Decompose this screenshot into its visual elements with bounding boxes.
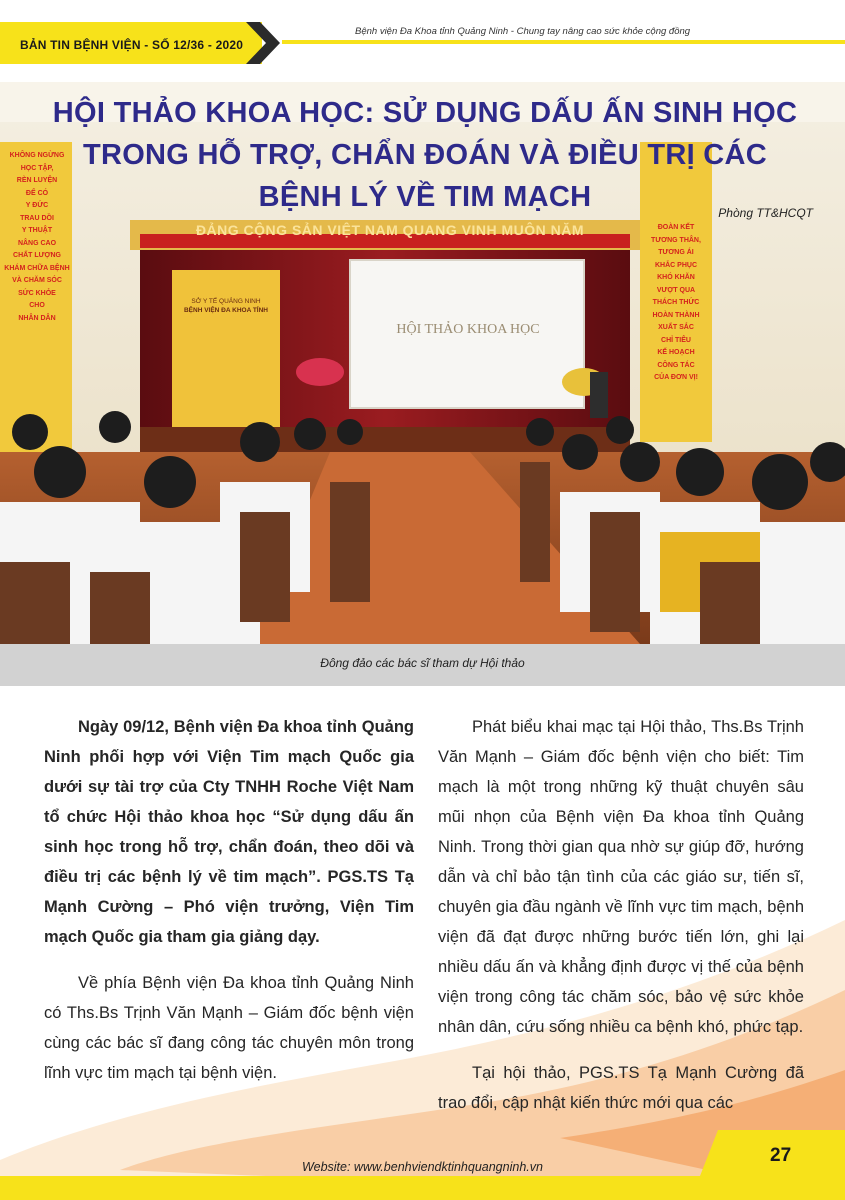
photo-board-line2: BỆNH VIỆN ĐA KHOA TỈNH — [183, 307, 269, 314]
title-line: TRONG HỖ TRỢ, CHẨN ĐOÁN VÀ ĐIỀU TRỊ CÁC — [82, 139, 768, 171]
article-title — [30, 92, 820, 218]
photo-caption: Đông đảo các bác sĩ tham dự Hội thảo — [320, 656, 525, 670]
article-paragraph: Về phía Bệnh viện Đa khoa tỉnh Quảng Ninh có Ths.Bs Trịnh Văn Mạnh – Giám đốc bệnh viện cùng các bác sĩ đang công tác chuyên môn trong lĩnh vực tim mạch tại bệnh viện. — [44, 974, 414, 1082]
article-paragraph: Tại hội thảo, PGS.TS Tạ Mạnh Cường đã trao đổi, cập nhật kiến thức mới qua các — [438, 1064, 804, 1112]
photo-screen-title: HỘI THẢO KHOA HỌC — [396, 322, 540, 337]
article-paragraph: Phát biểu khai mạc tại Hội thảo, Ths.Bs Trịnh Văn Mạnh – Giám đốc bệnh viện cho biết: Tim mạch là một trong những kỹ thuật chuyên sâu mũi nhọn của Bệnh viện Đa khoa tỉnh Quảng Ninh. Trong thời gian qua nhờ sự giúp đỡ, hướng dẫn và chỉ bảo tận tình của các giáo sư, tiến sĩ, chuyên gia đầu ngành về lĩnh vực tim mạch, bệnh viện đã đạt được những bước tiến lớn, ghi lại nhiều dấu ấn và khẳng định được vị thế của bệnh viện trong công tác chăm sóc, bảo vệ sức khỏe nhân dân, cứu sống nhiều ca bệnh khó, phức tạp. — [438, 718, 804, 1036]
title-line: HỘI THẢO KHOA HỌC: SỬ DỤNG DẤU ẤN SINH HỌC — [52, 97, 798, 129]
bulletin-label: BẢN TIN BỆNH VIỆN - SỐ 12/36 - 2020 — [20, 38, 244, 52]
photo-left-pillar-slogan: KHÔNG NGỪNG HỌC TẬP, RÈN LUYỆN ĐỂ CÓ Y ĐỨC TRAU DỒI Y THUẬT NÂNG CAO CHẤT LƯỢNG KHÁM CHỮA BỆNH VÀ CHĂM SÓC SỨC KHỎE CHO NHÂN DÂN — [4, 152, 70, 322]
title-line: BỆNH LÝ VỀ TIM MẠCH — [258, 181, 592, 213]
article-column-left — [44, 712, 414, 1104]
article-paragraph: Ngày 09/12, Bệnh viện Đa khoa tỉnh Quảng Ninh phối hợp với Viện Tim mạch Quốc gia dưới sự tài trợ của Cty TNHH Roche Việt Nam tổ chức Hội thảo khoa học “Sử dụng dấu ấn sinh học trong hỗ trợ, chẩn đoán, theo dõi và điều trị các bệnh lý về tim mạch”. PGS.TS Tạ Mạnh Cường – Phó viện trưởng, Viện Tim mạch Quốc gia tham gia giảng dạy. — [44, 718, 414, 946]
header-tagline: Bệnh viện Đa Khoa tỉnh Quảng Ninh - Chung tay nâng cao sức khỏe cộng đồng — [355, 26, 691, 37]
photo-board-line1: SỞ Y TẾ QUẢNG NINH — [191, 298, 261, 305]
photo-banner-text: ĐẢNG CỘNG SẢN VIỆT NAM QUANG VINH MUÔN NĂM — [195, 222, 585, 238]
header-chevron-icon — [246, 22, 282, 64]
header-rule — [282, 40, 845, 44]
footer-website: Website: www.benhviendktinhquangninh.vn — [302, 1160, 543, 1174]
article-column-right — [438, 712, 804, 1134]
article-author: Phòng TT&HCQT — [718, 206, 813, 220]
page-number: 27 — [770, 1145, 792, 1166]
photo-right-pillar-slogan: ĐOÀN KẾT TƯƠNG THÂN, TƯƠNG ÁI KHẮC PHỤC KHÓ KHĂN VƯỢT QUA THÁCH THỨC HOÀN THÀNH XUẤT SẮC CHỈ TIÊU KẾ HOẠCH CÔNG TÁC CỦA ĐƠN VỊ! — [651, 224, 701, 381]
